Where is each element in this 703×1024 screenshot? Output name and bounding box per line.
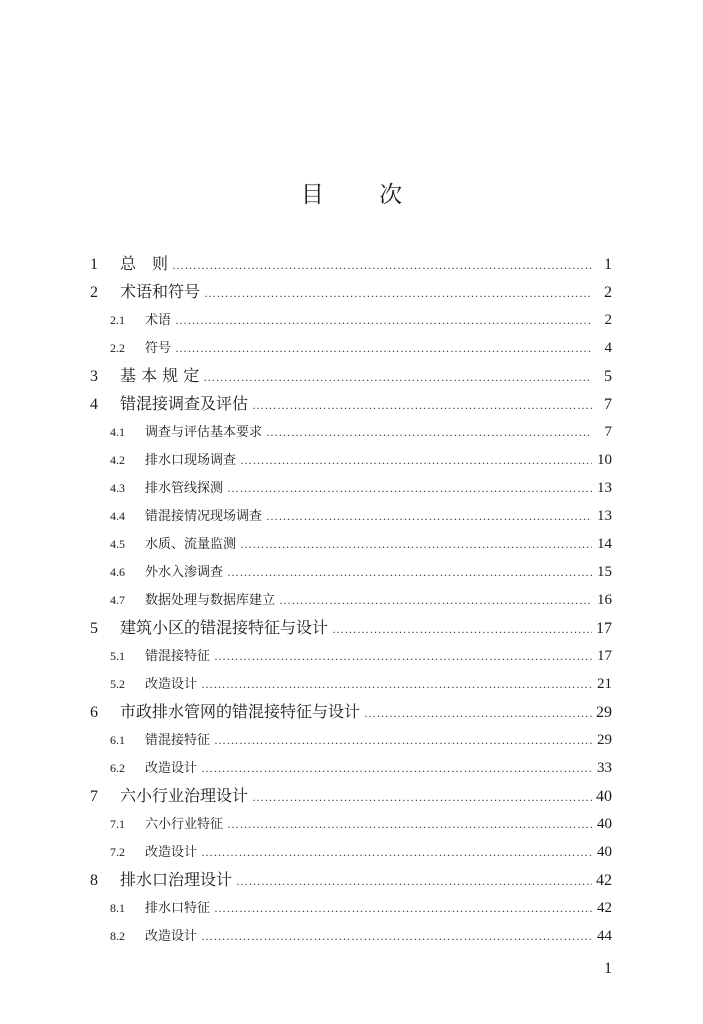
toc-entry[interactable] <box>90 251 612 277</box>
toc-entry[interactable] <box>110 503 612 529</box>
toc-entry-label: 市政排水管网的错混接特征与设计 <box>120 702 361 721</box>
toc-entry-label: 总 则 <box>120 254 169 273</box>
dot-leader <box>214 643 592 669</box>
toc-entry[interactable] <box>110 335 612 361</box>
toc-entry-number: 5.1 <box>110 649 125 663</box>
toc-entry-number: 4.6 <box>110 565 125 579</box>
toc-entry[interactable] <box>110 811 612 837</box>
toc-entry[interactable] <box>110 839 612 865</box>
toc-entry-label: 排水口特征 <box>145 901 211 916</box>
dot-leader <box>252 784 592 810</box>
dot-leader <box>175 335 592 361</box>
dot-leader <box>266 503 592 529</box>
toc-entry-page: 1 <box>604 256 612 273</box>
toc-entry-label: 改造设计 <box>145 677 198 692</box>
toc-entry[interactable] <box>90 279 612 305</box>
toc-entry[interactable] <box>110 531 612 557</box>
dot-leader <box>279 587 592 613</box>
toc-entry[interactable] <box>90 615 612 641</box>
toc-entry-label: 错混接调查及评估 <box>120 394 249 413</box>
toc-entry[interactable] <box>90 363 612 389</box>
dot-leader <box>201 755 592 781</box>
toc-entry-number: 4 <box>90 396 98 413</box>
toc-entry-number: 8.1 <box>110 901 125 915</box>
toc-entry-page: 4 <box>604 340 612 356</box>
toc-entry-page: 29 <box>597 732 612 748</box>
toc-entry-label: 错混接特征 <box>145 649 211 664</box>
dot-leader <box>332 616 592 642</box>
toc-entry[interactable] <box>90 699 612 725</box>
toc-entry-number: 2.1 <box>110 313 125 327</box>
toc-entry[interactable] <box>110 643 612 669</box>
toc-entry-page: 7 <box>604 396 612 413</box>
dot-leader <box>214 727 592 753</box>
toc-entry-label: 排水口现场调查 <box>145 453 237 468</box>
toc-entry-page: 42 <box>596 872 612 889</box>
toc-entry-number: 4.3 <box>110 481 125 495</box>
dot-leader <box>240 531 592 557</box>
toc-entry-label: 调查与评估基本要求 <box>145 425 263 440</box>
toc-entry-number: 8.2 <box>110 929 125 943</box>
toc-entry-page: 16 <box>597 592 612 608</box>
toc-entry-page: 40 <box>596 788 612 805</box>
dot-leader <box>175 307 592 333</box>
toc-entry-label: 术语 <box>145 313 172 328</box>
toc-entry[interactable] <box>110 895 612 921</box>
dot-leader <box>204 280 592 306</box>
toc-entry-number: 6 <box>90 704 98 721</box>
toc-entry-number: 5 <box>90 620 98 637</box>
toc-entry-page: 40 <box>597 844 612 860</box>
dot-leader <box>252 392 592 418</box>
toc-entry-label: 改造设计 <box>145 929 198 944</box>
toc-entry-page: 2 <box>604 284 612 301</box>
toc-entry-page: 29 <box>596 704 612 721</box>
dot-leader <box>227 811 592 837</box>
toc-entry-number: 1 <box>90 256 98 273</box>
toc-entry-number: 3 <box>90 368 98 385</box>
dot-leader <box>201 839 592 865</box>
toc-entry-page: 13 <box>597 480 612 496</box>
dot-leader <box>240 447 592 473</box>
toc-entry-label: 基 本 规 定 <box>120 366 200 385</box>
toc-entry-number: 4.1 <box>110 425 125 439</box>
dot-leader <box>227 559 592 585</box>
toc-entry-page: 7 <box>604 424 612 440</box>
toc-entry-page: 17 <box>597 648 612 664</box>
toc-entry-label: 符号 <box>145 341 172 356</box>
toc-entry-page: 10 <box>597 452 612 468</box>
toc-title: 目 次 <box>300 182 427 208</box>
toc-entry-label: 水质、流量监测 <box>145 537 237 552</box>
toc-entry-page: 13 <box>597 508 612 524</box>
toc-entry-page: 21 <box>597 676 612 692</box>
toc-entry-number: 7.2 <box>110 845 125 859</box>
toc-entry-label: 术语和符号 <box>120 282 201 301</box>
toc-entry[interactable] <box>110 559 612 585</box>
dot-leader <box>203 364 592 390</box>
toc-entry-page: 44 <box>597 928 612 944</box>
toc-entry[interactable] <box>110 475 612 501</box>
toc-entry-number: 7.1 <box>110 817 125 831</box>
toc-entry-page: 40 <box>597 816 612 832</box>
toc-entry[interactable] <box>90 391 612 417</box>
toc-entry-label: 错混接特征 <box>145 733 211 748</box>
toc-entry-label: 改造设计 <box>145 761 198 776</box>
toc-entry-label: 建筑小区的错混接特征与设计 <box>120 618 329 637</box>
toc-entry-label: 改造设计 <box>145 845 198 860</box>
dot-leader <box>201 923 592 949</box>
toc-entry[interactable] <box>90 867 612 893</box>
dot-leader <box>266 419 592 445</box>
toc-entry[interactable] <box>110 727 612 753</box>
toc-entry[interactable] <box>110 447 612 473</box>
dot-leader <box>364 700 592 726</box>
toc-entry-number: 4.2 <box>110 453 125 467</box>
dot-leader <box>201 671 592 697</box>
toc-entry-number: 6.1 <box>110 733 125 747</box>
toc-entry[interactable] <box>110 671 612 697</box>
toc-entry-page: 15 <box>597 564 612 580</box>
toc-entry-label: 六小行业特征 <box>145 817 224 832</box>
toc-entry[interactable] <box>110 419 612 445</box>
toc-entry-label: 数据处理与数据库建立 <box>145 593 276 608</box>
toc-entry-number: 4.4 <box>110 509 125 523</box>
toc-entry-number: 6.2 <box>110 761 125 775</box>
toc-entry[interactable] <box>90 783 612 809</box>
dot-leader <box>172 252 592 278</box>
toc-entry-label: 排水口治理设计 <box>120 870 233 889</box>
dot-leader <box>227 475 592 501</box>
toc-entry-page: 33 <box>597 760 612 776</box>
toc-entry[interactable] <box>110 923 612 949</box>
toc-entry[interactable] <box>110 307 612 333</box>
toc-entry-page: 2 <box>604 312 612 328</box>
toc-entry-number: 7 <box>90 788 98 805</box>
toc-entry-page: 5 <box>604 368 612 385</box>
toc-entry-number: 2 <box>90 284 98 301</box>
toc-entry-label: 六小行业治理设计 <box>120 786 249 805</box>
toc-entry-label: 错混接情况现场调查 <box>145 509 263 524</box>
toc-entry-number: 4.5 <box>110 537 125 551</box>
toc-entry-page: 42 <box>597 900 612 916</box>
toc-entry-number: 2.2 <box>110 341 125 355</box>
toc-entry-page: 17 <box>596 620 612 637</box>
dot-leader <box>236 868 592 894</box>
toc-entry[interactable] <box>110 587 612 613</box>
toc-entry-label: 外水入渗调查 <box>145 565 224 580</box>
toc-entry-number: 5.2 <box>110 677 125 691</box>
dot-leader <box>214 895 592 921</box>
page-number: 1 <box>604 960 612 977</box>
toc-entry-label: 排水管线探测 <box>145 481 224 496</box>
toc-entry-number: 8 <box>90 872 98 889</box>
toc-entry-number: 4.7 <box>110 593 125 607</box>
toc-entry[interactable] <box>110 755 612 781</box>
toc-entry-page: 14 <box>597 536 612 552</box>
